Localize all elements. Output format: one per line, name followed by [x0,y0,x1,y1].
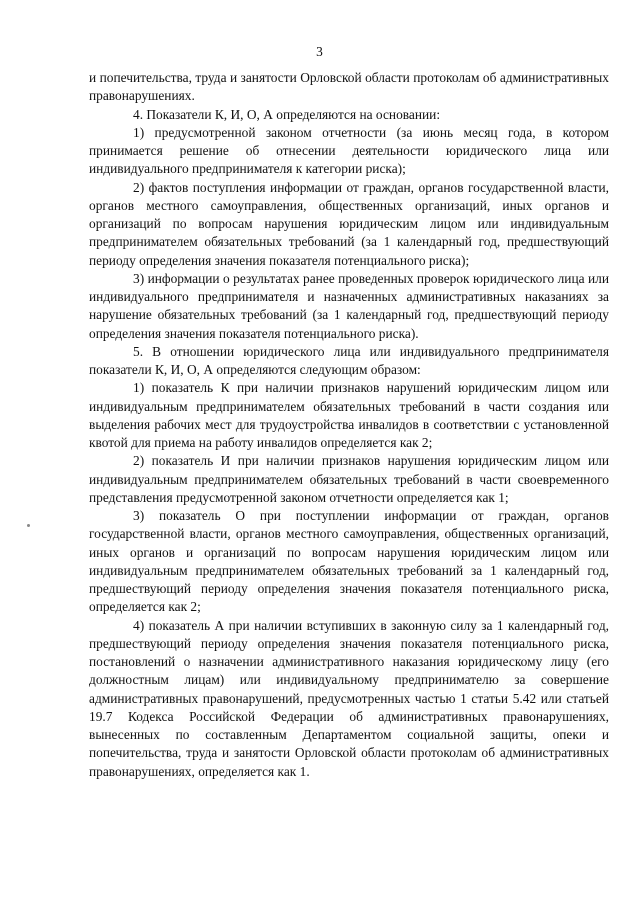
paragraph-4-1: 1) предусмотренной законом отчетности (за июнь месяц года, в котором принимается решение об отнесении деятельности юридического лица или индивидуального предпринимателя к категории риска); [89,124,609,177]
paragraph-4-2: 2) фактов поступления информации от граждан, органов государственной власти, органов местного самоуправления, общественных организаций, иных органов и организаций по вопросам нарушения юридическим лицом или индивидуальным предпринимателем обязательных требований (за 1 календарный год, предшествующий периоду определения значения показателя потенциального риска); [89,179,609,268]
paragraph-item-5: 5. В отношении юридического лица или индивидуального предпринимателя показатели К, И, О, А определяются следующим образом: [89,343,609,377]
paragraph-5-2: 2) показатель И при наличии признаков нарушения юридическим лицом или индивидуальным предпринимателем обязательных требований в части своевременного представления предусмотренной законом отчетности определяется как 1; [89,453,609,505]
paragraph-continuation: и попечительства, труда и занятости Орловской области протоколам об административных правонарушениях. [89,70,609,104]
paragraph-5-3: 3) показатель О при поступлении информации от граждан, органов государственной власти, органов местного самоуправления, общественных организаций, иных органов и организаций по вопросам нарушения юридическим лицом или индивидуальным предпринимателем обязательных требований за 1 календарный год, предшествующий периоду определения значения показателя потенциального риска, определяется как 2; [89,508,609,615]
paragraph-5-4: 4) показатель А при наличии вступивших в законную силу за 1 календарный год, предшествующий периоду определения значения показателя потенциального риска, постановлений о назначении административного наказания юридическому лицу (его должностным лицам) или индивидуальному предпринимателю за совершение административных правонарушений, предусмотренных частью 1 статьи 5.42 или статьей 19.7 Кодекса Российской Федерации об административных правонарушениях, вынесенных по составленным Департаментом социальной защиты, опеки и попечительства, труда и занятости Орловской области протоколам об административных правонарушениях, определяется как 1. [89,617,609,779]
paragraph-item-4: 4. Показатели К, И, О, А определяются на основании: [133,106,441,122]
paragraph-4-3: 3) информации о результатах ранее проведенных проверок юридического лица или индивидуального предпринимателя и назначенных административных наказаниях за нарушение обязательных требований (за 1 календарный год, предшествующий периоду определения значения показателя потенциального риска). [89,270,609,341]
document-body [89,69,609,781]
page-number: 3 [316,44,323,59]
paragraph-5-1: 1) показатель К при наличии признаков нарушений юридическим лицом или индивидуальным предпринимателем обязательных требований в части создания или выделения рабочих мест для трудоустройства инвалидов в соответствии с установленной квотой для приема на работу инвалидов определяется как 2; [89,380,609,450]
scan-dot [27,524,30,527]
